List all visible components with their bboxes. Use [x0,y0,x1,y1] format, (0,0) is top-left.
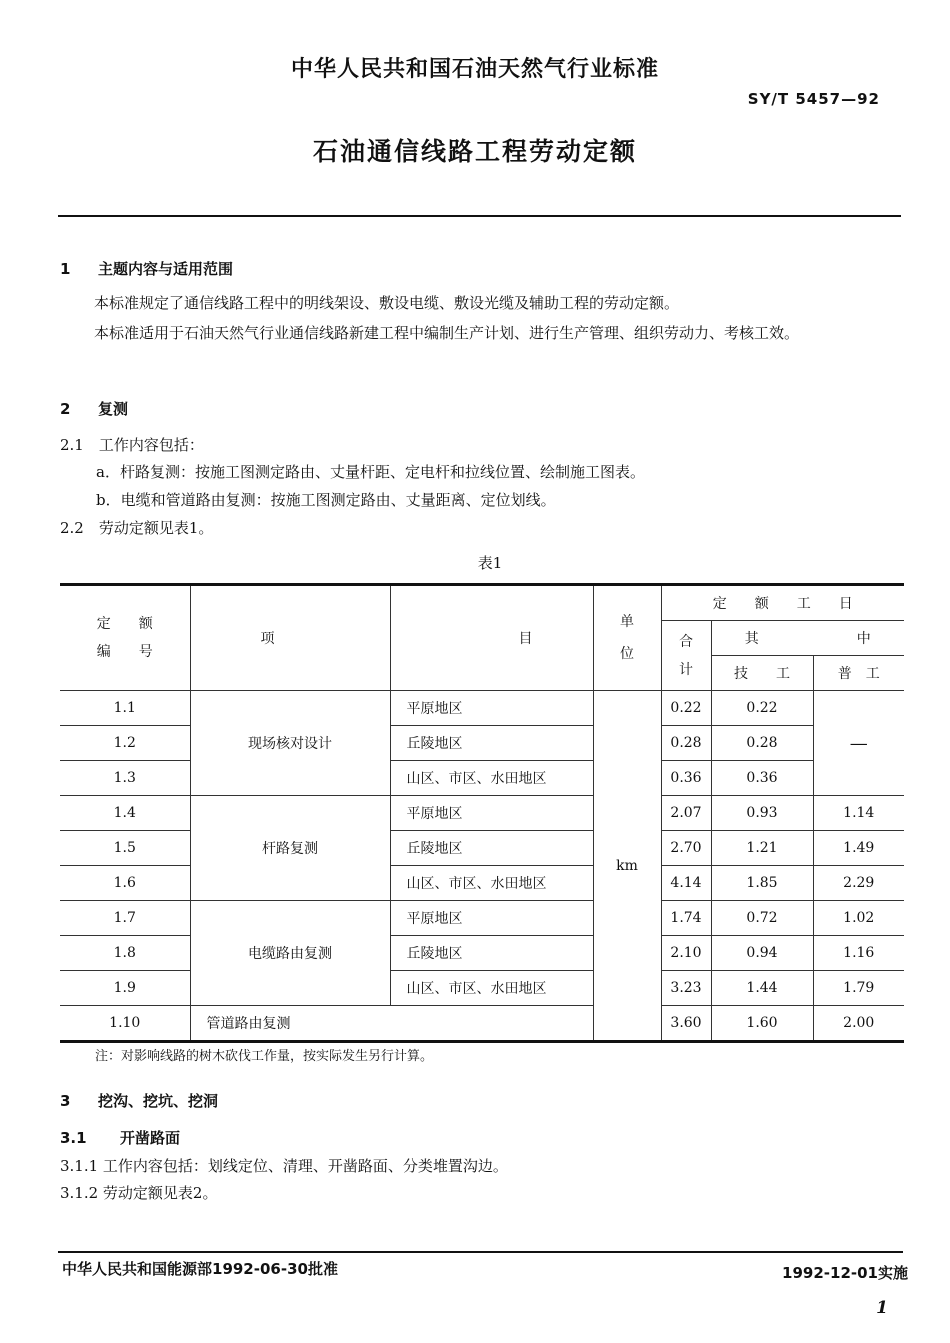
section-2-1-a: a．杆路复测：按施工图测定路由、丈量杆距、定电杆和拉线位置、绘制施工图表。 [96,463,645,481]
row-area: 丘陵地区 [390,726,593,761]
row-code: 1.10 [60,1006,190,1042]
row-tech: 1.85 [711,866,813,901]
row-code: 1.9 [60,971,190,1006]
row-code: 1.6 [60,866,190,901]
section-1-para-1: 本标准规定了通信线路工程中的明线架设、敷设电缆、敷设光缆及辅助工程的劳动定额。 [94,294,680,312]
table-row [60,1006,904,1042]
group-label: 现场核对设计 [190,691,390,796]
bottom-rule [58,1251,903,1253]
row-code: 1.8 [60,936,190,971]
section-2-heading: 2 复测 [60,400,129,418]
section-3-1-heading: 3.1 开凿路面 [60,1129,181,1147]
table-row [60,831,904,866]
row-total: 4.14 [661,866,711,901]
row-tech: 1.60 [711,1006,813,1042]
row-total: 2.70 [661,831,711,866]
document-title: 石油通信线路工程劳动定额 [312,137,637,166]
section-3-heading: 3 挖沟、挖坑、挖洞 [60,1092,219,1110]
row-code: 1.2 [60,726,190,761]
col-header-among: 其 中 [711,621,904,656]
col-header-total: 合 计 [661,621,711,691]
standard-code: SY/T 5457—92 [747,90,880,108]
col-header-general: 普 工 [813,656,904,691]
table-row [60,971,904,1006]
row-code: 1.3 [60,761,190,796]
row-area: 管道路由复测 [190,1006,593,1042]
row-total: 0.28 [661,726,711,761]
row-tech: 1.44 [711,971,813,1006]
row-tech: 1.21 [711,831,813,866]
row-tech: 0.72 [711,901,813,936]
col-header-quota: 定 额 工 日 [661,585,904,621]
table-row [60,866,904,901]
group-label: 电缆路由复测 [190,901,390,1006]
row-code: 1.4 [60,796,190,831]
table-row [60,691,904,726]
table-row [60,901,904,936]
col-header-unit: 单 位 [593,585,661,691]
page-number: 1 [876,1298,888,1318]
table-row [60,726,904,761]
top-rule [58,215,901,217]
row-tech: 0.28 [711,726,813,761]
row-area: 平原地区 [390,691,593,726]
row-code: 1.7 [60,901,190,936]
row-area: 山区、市区、水田地区 [390,761,593,796]
row-general: 2.00 [813,1006,904,1042]
table-1-note: 注：对影响线路的树木砍伐工作量，按实际发生另行计算。 [95,1049,434,1064]
row-tech: 0.36 [711,761,813,796]
implementation-date: 1992-12-01实施 [782,1264,908,1282]
table-row [60,761,904,796]
row-general: 1.79 [813,971,904,1006]
row-total: 3.60 [661,1006,711,1042]
row-tech: 0.94 [711,936,813,971]
standard-org-header: 中华人民共和国石油天然气行业标准 [290,57,659,82]
table-row [60,796,904,831]
row-total: 2.07 [661,796,711,831]
row-area: 山区、市区、水田地区 [390,866,593,901]
table-1 [60,583,904,1043]
section-2-2: 2.2 劳动定额见表1。 [60,519,214,537]
group-label: 杆路复测 [190,796,390,901]
section-2-1-b: b．电缆和管道路由复测：按施工图测定路由、丈量距离、定位划线。 [96,491,556,509]
row-area: 丘陵地区 [390,831,593,866]
row-total: 0.22 [661,691,711,726]
approval-line: 中华人民共和国能源部1992-06-30批准 [62,1260,338,1278]
col-header-code: 定 额 编 号 [60,585,190,691]
section-1-para-2: 本标准适用于石油天然气行业通信线路新建工程中编制生产计划、进行生产管理、组织劳动力、考核工效。 [94,324,800,342]
row-general: 1.49 [813,831,904,866]
row-area: 丘陵地区 [390,936,593,971]
col-header-tech: 技 工 [711,656,813,691]
row-tech: 0.93 [711,796,813,831]
section-3-1-1: 3.1.1 工作内容包括：划线定位、清理、开凿路面、分类堆置沟边。 [60,1157,508,1175]
row-area: 平原地区 [390,796,593,831]
row-area: 山区、市区、水田地区 [390,971,593,1006]
unit-cell: km [593,691,661,1042]
row-general: 2.29 [813,866,904,901]
table-row [60,936,904,971]
row-total: 0.36 [661,761,711,796]
row-general: 1.02 [813,901,904,936]
row-total: 2.10 [661,936,711,971]
row-total: 1.74 [661,901,711,936]
col-header-item: 项 [190,585,390,691]
row-tech: 0.22 [711,691,813,726]
row-general-dash: — [813,691,904,796]
section-1-heading: 1 主题内容与适用范围 [60,260,234,278]
table-1-caption: 表1 [477,554,503,572]
section-2-1: 2.1 工作内容包括： [60,436,204,454]
row-code: 1.5 [60,831,190,866]
section-3-1-2: 3.1.2 劳动定额见表2。 [60,1184,218,1202]
row-general: 1.16 [813,936,904,971]
row-total: 3.23 [661,971,711,1006]
row-area: 平原地区 [390,901,593,936]
row-code: 1.1 [60,691,190,726]
col-header-item-2: 目 [390,585,593,691]
row-general: 1.14 [813,796,904,831]
